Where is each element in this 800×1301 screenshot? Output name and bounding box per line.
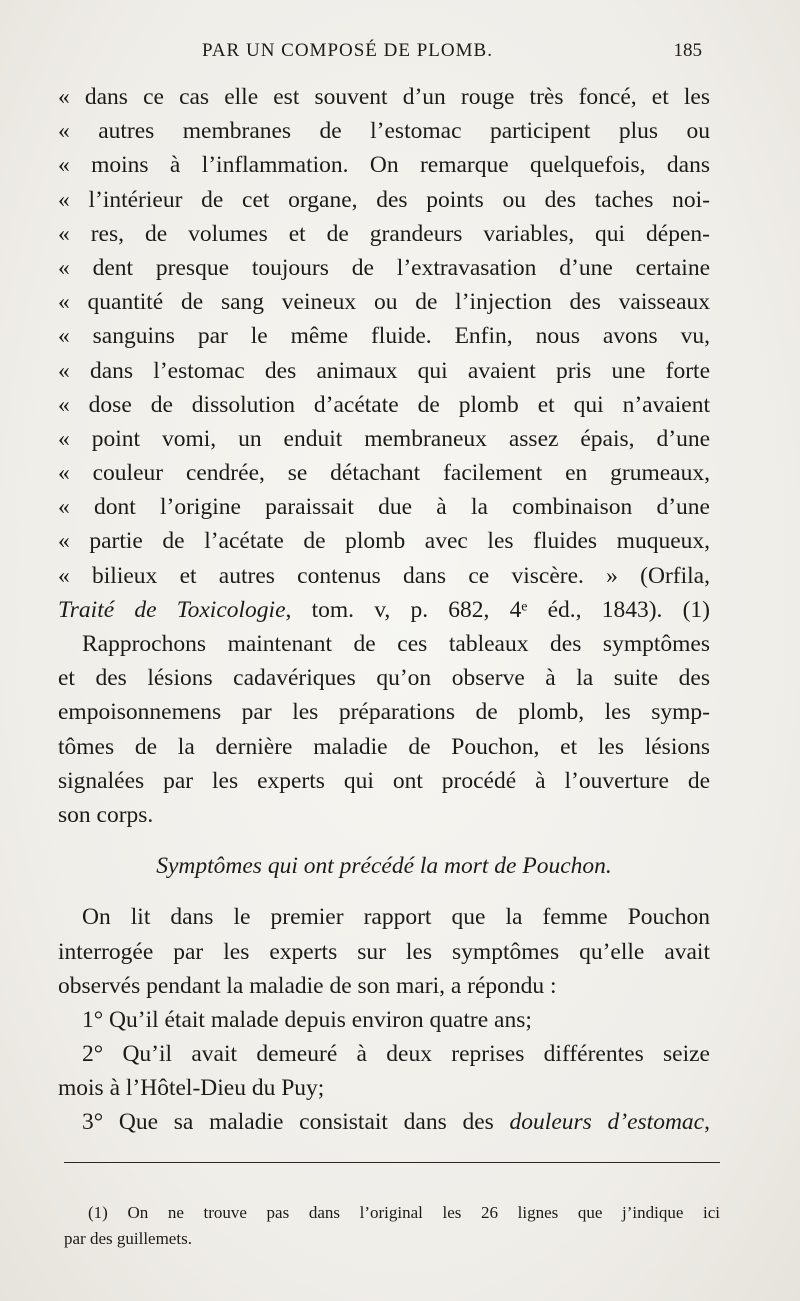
quote-line: « dans ce cas elle est souvent d’un rouge très foncé, et les xyxy=(58,84,710,110)
quote-line: « dans l’estomac des animaux qui avaient pris une forte xyxy=(58,357,710,384)
paragraph-line: signalées par les experts qui ont procédé à l’ouverture de xyxy=(58,767,710,794)
quote-line: « point vomi, un enduit membraneux assez épais, d’une xyxy=(58,425,710,452)
citation-line xyxy=(58,593,710,627)
footnote-line: par des guillemets. xyxy=(64,1229,192,1248)
list-item: 1° Qu’il était malade depuis environ quatre ans; xyxy=(82,1006,532,1033)
paragraph-line: interrogée par les experts sur les symptômes qu’elle avait xyxy=(58,938,710,965)
paragraph-line: tômes de la dernière maladie de Pouchon, et les lésions xyxy=(58,733,710,760)
quote-line: « bilieux et autres contenus dans ce viscère. » (Orfila, xyxy=(58,562,710,589)
item3-tail: , xyxy=(704,1109,710,1136)
paragraph-line: son corps. xyxy=(58,801,154,828)
quote-line: « quantité de sang veineux ou de l’injection des vaisseaux xyxy=(58,289,710,316)
footnote-line: (1) On ne trouve pas dans l’original les 26 lignes que j’indique ici xyxy=(88,1203,720,1222)
paragraph-line: empoisonnemens par les préparations de plomb, les symp- xyxy=(58,699,710,726)
page-number: 185 xyxy=(673,40,702,61)
paragraph-line: observés pendant la maladie de son mari, a répondu : xyxy=(58,972,557,999)
list-item: 2° Qu’il avait demeuré à deux reprises différentes seize xyxy=(82,1041,710,1068)
list-item-continuation: mois à l’Hôtel-Dieu du Puy; xyxy=(58,1075,325,1102)
paragraph-line: et des lésions cadavériques qu’on observe à la suite des xyxy=(58,665,710,692)
quoted-passage xyxy=(58,80,710,627)
running-title: PAR UN COMPOSÉ DE PLOMB. xyxy=(202,40,493,61)
footnote-rule xyxy=(64,1162,720,1163)
paragraph-line: On lit dans le premier rapport que la femme Pouchon xyxy=(82,904,710,931)
quote-line: « sanguins par le même fluide. Enfin, nous avons vu, xyxy=(58,323,710,350)
page-body xyxy=(58,80,710,1140)
quote-line: « dont l’origine paraissait due à la combinaison d’une xyxy=(58,494,710,521)
item3-emphasis: douleurs d’estomac xyxy=(509,1109,705,1136)
citation-work: Traité de Toxicologie xyxy=(58,596,286,623)
citation-rest: , tom. v, p. 682, 4ᵉ éd., 1843). (1) xyxy=(285,596,710,623)
list-item xyxy=(58,1105,710,1139)
section-heading: Symptômes qui ont précédé la mort de Pouchon. xyxy=(156,853,612,880)
paragraph-line: Rapprochons maintenant de ces tableaux des symptômes xyxy=(82,631,710,657)
item3-lead: 3° Que sa maladie consistait dans des xyxy=(82,1109,510,1136)
quote-line: « l’intérieur de cet organe, des points ou des taches noi- xyxy=(58,186,710,213)
quote-line: « moins à l’inflammation. On remarque quelquefois, dans xyxy=(58,152,710,179)
quote-line: « autres membranes de l’estomac participent plus ou xyxy=(58,118,710,145)
symptom-list xyxy=(58,1003,710,1140)
paragraph-testimony xyxy=(58,900,710,1003)
quote-line: « partie de l’acétate de plomb avec les fluides muqueux, xyxy=(58,528,710,555)
quote-line: « dent presque toujours de l’extravasation d’une certaine xyxy=(58,254,710,281)
quote-line: « res, de volumes et de grandeurs variables, qui dépen- xyxy=(58,220,710,247)
quote-line: « dose de dissolution d’acétate de plomb et qui n’avaient xyxy=(58,391,710,418)
footnote xyxy=(64,1200,720,1252)
quote-line: « couleur cendrée, se détachant facilement en grumeaux, xyxy=(58,460,710,487)
paragraph-comparison xyxy=(58,627,710,832)
running-header xyxy=(202,40,702,70)
